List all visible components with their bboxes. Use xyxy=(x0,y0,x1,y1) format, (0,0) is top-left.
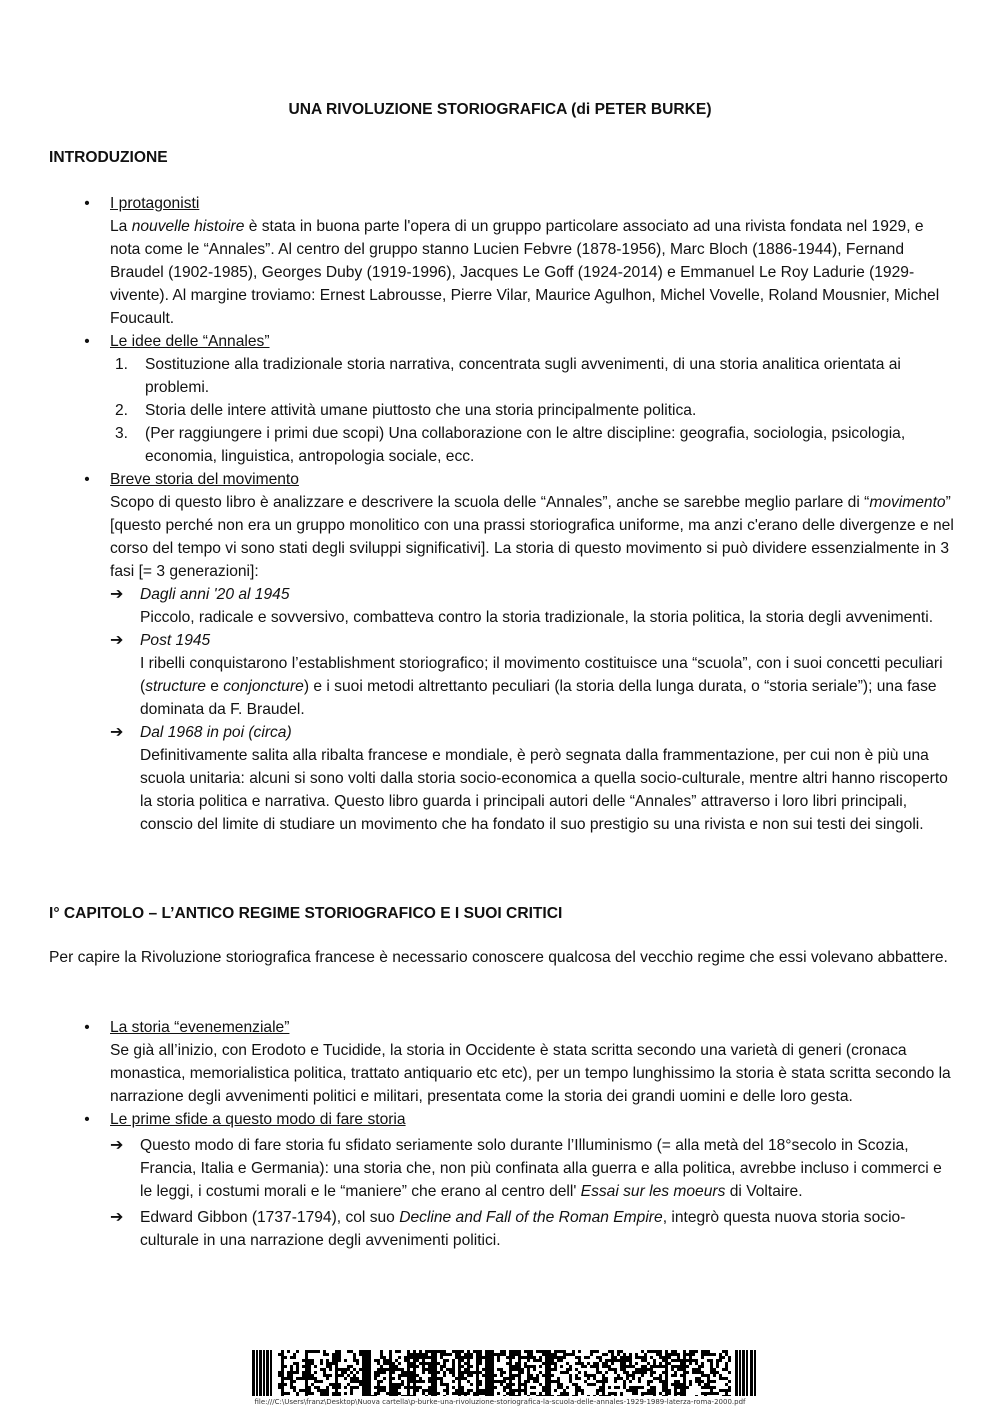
item-body: Scopo di questo libro è analizzare e descrivere la scuola delle “Annales”, anche se sarebbe meglio parlare di “movimento” [questo perché non era un gruppo monolitico con una prassi storiografica uniforme, ma anzi c'erano delle divergenze e nel corso del tempo vi sono stati degli sviluppi significativi]. La storia di questo movimento si può dividere essenzialmente in 3 fasi [= 3 generazioni]: xyxy=(110,494,954,580)
item-body: La nouvelle histoire è stata in buona parte l'opera di un gruppo particolare associato ad una rivista fondata nel 1929, e nota come le “Annales”. Al centro del gruppo stanno Lucien Febvre (1878-1956), Marc Bloch (1886-1944), Fernand Braudel (1902-1985), Georges Duby (1919-1996), Jacques Le Goff (1924-2014) e Emmanuel Le Roy Ladurie (1929-vivente). Al margine troviamo: Ernest Labrousse, Pierre Vilar, Maurice Agulhon, Michel Vovelle, Roland Mousnier, Michel Foucault. xyxy=(110,218,940,327)
phase-item xyxy=(49,583,954,629)
document-title: UNA RIVOLUZIONE STORIOGRAFICA (di PETER BURKE) xyxy=(288,101,712,118)
phase-title: Dagli anni '20 al 1945 xyxy=(140,586,290,603)
item-title: I protagonisti xyxy=(110,195,200,212)
item-title: La storia “evenemenziale” xyxy=(110,1019,290,1036)
phase-body: Definitivamente salita alla ribalta francese e mondiale, è però segnata dalla frammentazione, per cui non è più una scuola unitaria: alcuni si sono volti dalla storia socio-economica a quella socio-culturale, mentre altri hanno riscoperto la storia politica e narrativa. Questo libro guarda i principali autori delle “Annales” attraverso i loro libri principali, conscio del limite di studiare un movimento che ha fondato il suo prestigio su una rivista e non sui testi dei singoli. xyxy=(140,747,948,833)
list-item-protagonisti xyxy=(49,192,954,330)
list-item: 2. Storia delle intere attività umane piuttosto che una storia principalmente politica. xyxy=(115,402,697,419)
intro-list xyxy=(49,192,954,836)
bullet-icon: • xyxy=(84,1111,90,1128)
chapter-intro: Per capire la Rivoluzione storiografica francese è necessario conoscere qualcosa del vecchio regime che essi volevano abbattere. xyxy=(49,949,948,966)
list-item-breve-storia xyxy=(49,468,954,583)
phase-title: Post 1945 xyxy=(140,632,211,649)
bullet-icon: • xyxy=(84,471,90,488)
list-item-prime-sfide xyxy=(49,1108,954,1131)
item-body: Se già all’inizio, con Erodoto e Tucidide, la storia in Occidente è stata scritta secondo una varietà di generi (cronaca monastica, memorialistica politica, trattato antiquario etc etc), per un tempo lunghissimo la storia è stata scritta secondo la narrazione degli avvenimenti politici e militari, presentata come la storia dei grandi uomini e delle loro gesta. xyxy=(110,1042,951,1105)
arrow-right-icon: ➔ xyxy=(110,724,124,741)
bullet-icon: • xyxy=(84,333,90,350)
phase-item xyxy=(49,629,954,721)
arrow-right-icon: ➔ xyxy=(110,1209,124,1226)
arrow-right-icon: ➔ xyxy=(110,586,124,603)
section-heading-introduzione: INTRODUZIONE xyxy=(49,149,168,166)
footer-file-path: file:///C:\Users\franz\Desktop\Nuova cartella\p-burke-una-rivoluzione-storiografica-la-scuola-delle-annales-1929-1989-laterza-roma-2000.pdf xyxy=(254,1398,746,1406)
arrow-right-icon: ➔ xyxy=(110,1137,124,1154)
phase-item xyxy=(49,721,954,836)
challenge-body: Questo modo di fare storia fu sfidato seriamente solo durante l’Illuminismo (= alla metà del 18°secolo in Scozia, Francia, Italia e Germania): una storia che, non più confinata alla guerra e alla politica, avrebbe incluso i commerci e le leggi, i costumi morali e le “maniere” che erano al centro dell' Essai sur les moeurs di Voltaire. xyxy=(140,1137,942,1200)
item-title: Breve storia del movimento xyxy=(110,471,299,488)
ideas-list xyxy=(49,353,954,468)
arrow-right-icon: ➔ xyxy=(110,632,124,649)
bullet-icon: • xyxy=(84,1019,90,1036)
phase-title: Dal 1968 in poi (circa) xyxy=(140,724,292,741)
phase-body: I ribelli conquistarono l’establishment storiografico; il movimento costituisce una “scuola”, con i suoi concetti peculiari (structure e conjoncture) e i suoi metodi altrettanto peculiari (la storia della lunga durata, o “storia seriale”); una fase dominata da F. Braudel. xyxy=(140,655,943,718)
list-item: 1. Sostituzione alla tradizionale storia narrativa, concentrata sugli avvenimenti, di una storia analitica orientata ai problemi. xyxy=(115,356,901,396)
challenge-item xyxy=(49,1206,954,1252)
chapter1-list xyxy=(49,1016,954,1252)
bullet-icon: • xyxy=(84,195,90,212)
phase-body: Piccolo, radicale e sovversivo, combatteva contro la storia tradizionale, la storia politica, la storia degli avvenimenti. xyxy=(140,609,934,626)
barcode-image xyxy=(252,1350,757,1396)
list-item-evenemenziale xyxy=(49,1016,954,1108)
challenge-item xyxy=(49,1134,954,1203)
item-title: Le prime sfide a questo modo di fare storia xyxy=(110,1111,406,1128)
item-title: Le idee delle “Annales” xyxy=(110,333,270,350)
list-item: 3. (Per raggiungere i primi due scopi) Una collaborazione con le altre discipline: geografia, sociologia, psicologia, economia, linguistica, antropologia sociale, ecc. xyxy=(115,425,906,465)
section-heading-capitolo-1: I° CAPITOLO – L’ANTICO REGIME STORIOGRAFICO E I SUOI CRITICI xyxy=(49,905,563,922)
challenge-body: Edward Gibbon (1737-1794), col suo Decline and Fall of the Roman Empire, integrò questa nuova storia socio-culturale in una narrazione degli avvenimenti politici. xyxy=(140,1209,906,1249)
list-item-idee xyxy=(49,330,954,353)
